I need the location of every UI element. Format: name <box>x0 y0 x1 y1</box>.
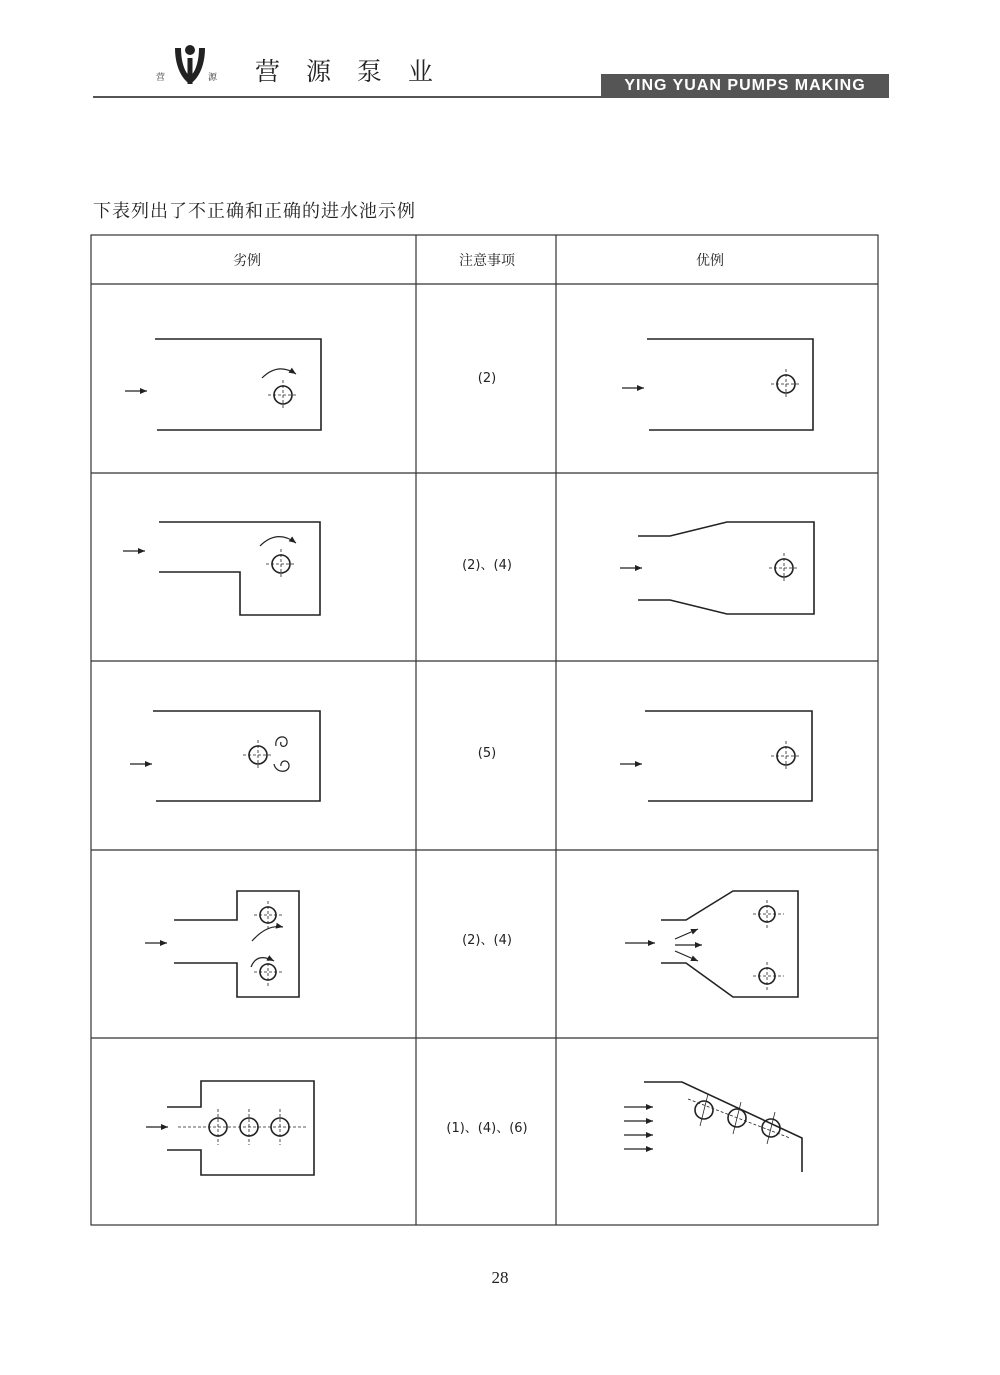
row-note-2: (2)、(4) <box>462 558 512 573</box>
brand-name: 营 源 泵 业 <box>255 57 442 86</box>
good-example-diagram-2 <box>620 522 814 614</box>
bad-example-diagram-5 <box>146 1081 314 1175</box>
bad-example-diagram-4 <box>145 891 299 997</box>
sump-examples-table <box>90 234 880 1227</box>
row-note-3: (5) <box>477 746 497 761</box>
bad-example-diagram-2 <box>123 522 320 615</box>
good-example-diagram-1 <box>622 339 813 430</box>
logo-text-right: 源 <box>208 73 218 83</box>
row-note-5: (1)、(4)、(6) <box>446 1121 528 1136</box>
good-example-diagram-3 <box>620 711 812 801</box>
company-logo <box>150 40 230 88</box>
column-header-good: 优例 <box>696 253 724 269</box>
row-note-1: (2) <box>477 371 497 386</box>
bad-example-diagram-1 <box>125 339 321 430</box>
logo-text-left: 营 <box>156 73 166 83</box>
english-brand-banner: YING YUAN PUMPS MAKING <box>601 74 889 98</box>
bad-example-diagram-3 <box>130 711 320 801</box>
good-example-diagram-5 <box>624 1082 802 1172</box>
page-header <box>0 0 1000 110</box>
column-header-notes: 注意事项 <box>459 253 515 269</box>
page-number: 28 <box>491 1268 509 1287</box>
good-example-diagram-4 <box>625 891 798 997</box>
intro-text: 下表列出了不正确和正确的进水池示例 <box>93 201 416 222</box>
row-note-4: (2)、(4) <box>462 933 512 948</box>
column-header-bad: 劣例 <box>233 253 261 269</box>
table-graphic <box>90 234 880 1227</box>
